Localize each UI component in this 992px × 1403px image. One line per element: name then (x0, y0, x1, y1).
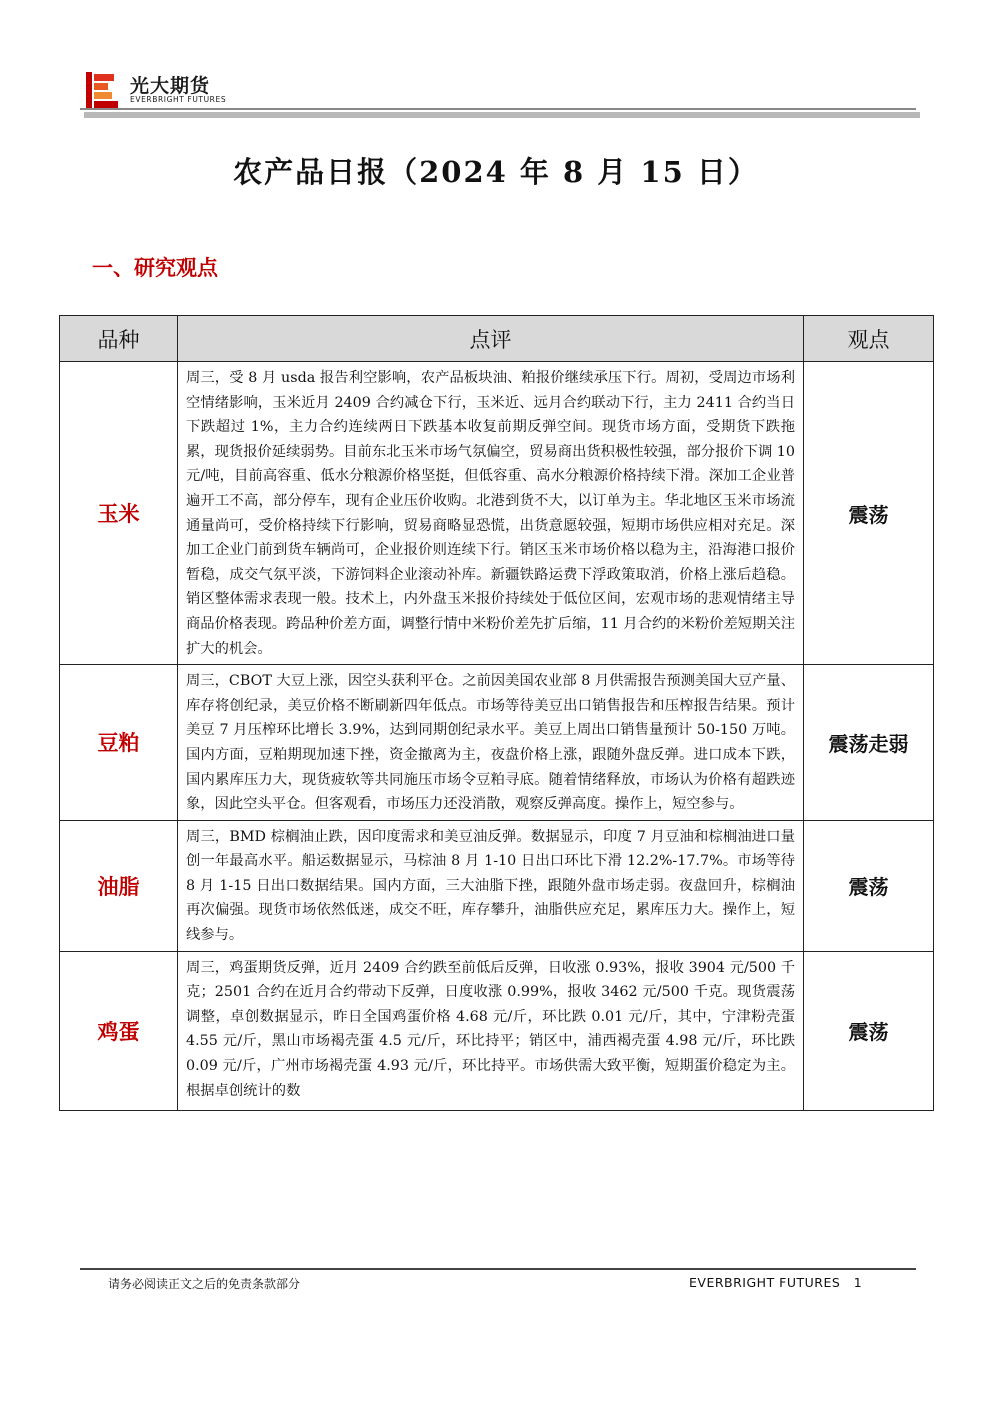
section-heading: 一、研究观点 (92, 255, 218, 280)
product-name: 鸡蛋 (60, 951, 178, 1110)
product-view: 震荡 (804, 951, 934, 1110)
footer-company-page (689, 1275, 862, 1290)
header-divider (80, 108, 916, 110)
header-comment: 点评 (178, 316, 804, 362)
everbright-logo-icon (86, 72, 120, 108)
company-logo (86, 70, 236, 110)
table-row (60, 820, 934, 951)
document-title: 农产品日报（2024 年 8 月 15 日） (233, 155, 759, 189)
product-comment: 周三，CBOT 大豆上涨，因空头获利平仓。之前因美国农业部 8 月供需报告预测美国大豆产量、库存将创纪录，美豆价格不断刷新四年低点。市场等待美豆出口销售报告和压榨报告结果。预计美豆 7 月压榨环比增长 3.9%，达到同期创纪录水平。美豆上周出口销售量预计 50-150 万吨。国内方面，豆粕期现加速下挫，资金撤离为主，夜盘价格上涨，跟随外盘反弹。进口成本下跌，国内累库压力大，现货疲软等共同施压市场令豆粕寻底。随着情绪释放，市场认为价格有超跌迹象，因此空头平仓。但客观看，市场压力还没消散，观察反弹高度。操作上，短空参与。 (178, 665, 804, 821)
table-row (60, 362, 934, 665)
product-comment-cell (178, 951, 804, 1110)
product-view: 震荡 (804, 820, 934, 951)
table-header-row (60, 316, 934, 362)
product-comment: 周三，受 8 月 usda 报告利空影响，农产品板块油、粕报价继续承压下行。周初，受周边市场利空情绪影响，玉米近月 2409 合约减仓下行，玉米近、远月合约联动下行，主力 2411 合约当日下跌超过 1%，主力合约连续两日下跌基本收复前期反弹空间。现货市场方面，受期货下跌拖累，现货报价延续弱势。目前东北玉米市场气氛偏空，贸易商出货积极性较强，部分报价下调 10 元/吨，目前高容重、低水分粮源价格坚挺，但低容重、高水分粮源价格持续下滑。深加工企业普遍开工不高，部分停车，现有企业压价收购。北港到货不大，以订单为主。华北地区玉米市场流通量尚可，受价格持续下行影响，贸易商略显恐慌，出货意愿较强，短期市场供应相对充足。深加工企业门前到货车辆尚可，企业报价则连续下行。销区玉米市场价格以稳为主，沿海港口报价暂稳，成交气氛平淡，下游饲料企业滚动补库。新疆铁路运费下浮政策取消，价格上涨后趋稳。销区整体需求表现一般。技术上，内外盘玉米报价持续处于低位区间，宏观市场的悲观情绪主导商品价格表现。跨品种价差方面，调整行情中米粉价差先扩后缩，11 月合约的米粉价差短期关注扩大的机会。 (178, 362, 804, 665)
product-name: 油脂 (60, 820, 178, 951)
header-view: 观点 (804, 316, 934, 362)
logo-text-cn: 光大期货 (130, 75, 211, 97)
table-row (60, 665, 934, 821)
table-row (60, 951, 934, 1110)
logo-text-en: EVERBRIGHT FUTURES (130, 95, 227, 104)
footer-divider (80, 1268, 916, 1270)
product-name: 玉米 (60, 362, 178, 665)
header-product: 品种 (60, 316, 178, 362)
product-comment: 周三，BMD 棕榈油止跌，因印度需求和美豆油反弹。数据显示，印度 7 月豆油和棕榈油进口量创一年最高水平。船运数据显示，马棕油 8 月 1-10 日出口环比下滑 12.2%-17.7%。市场等待 8 月 1-15 日出口数据结果。国内方面，三大油脂下挫，跟随外盘市场走弱。夜盘回升，棕榈油再次偏强。现货市场依然低迷，成交不旺，库存攀升，油脂供应充足，累库压力大。操作上，短线参与。 (178, 820, 804, 951)
product-view: 震荡走弱 (804, 665, 934, 821)
header-divider-shadow (84, 112, 920, 118)
footer-company: EVERBRIGHT FUTURES (689, 1275, 841, 1290)
product-name: 豆粕 (60, 665, 178, 821)
product-comment: 周三，鸡蛋期货反弹，近月 2409 合约跌至前低后反弹，日收涨 0.93%，报收 3904 元/500 千克；2501 合约在近月合约带动下反弹，日度收涨 0.99%，报收 3462 元/500 千克。现货震荡调整，卓创数据显示，昨日全国鸡蛋价格 4.68 元/斤，环比跌 0.01 元/斤，其中，宁津粉壳蛋 4.55 元/斤，黑山市场褐壳蛋 4.5 元/斤，环比持平；销区中，浦西褐壳蛋 4.98 元/斤，环比跌 0.09 元/斤，广州市场褐壳蛋 4.93 元/斤，环比持平。市场供需大致平衡，短期蛋价稳定为主。根据卓创统计的数 (186, 959, 795, 1099)
research-view-table (59, 315, 934, 1111)
page-number: 1 (853, 1275, 863, 1290)
footer-disclaimer: 请务必阅读正文之后的免责条款部分 (108, 1277, 301, 1291)
product-view: 震荡 (804, 362, 934, 665)
